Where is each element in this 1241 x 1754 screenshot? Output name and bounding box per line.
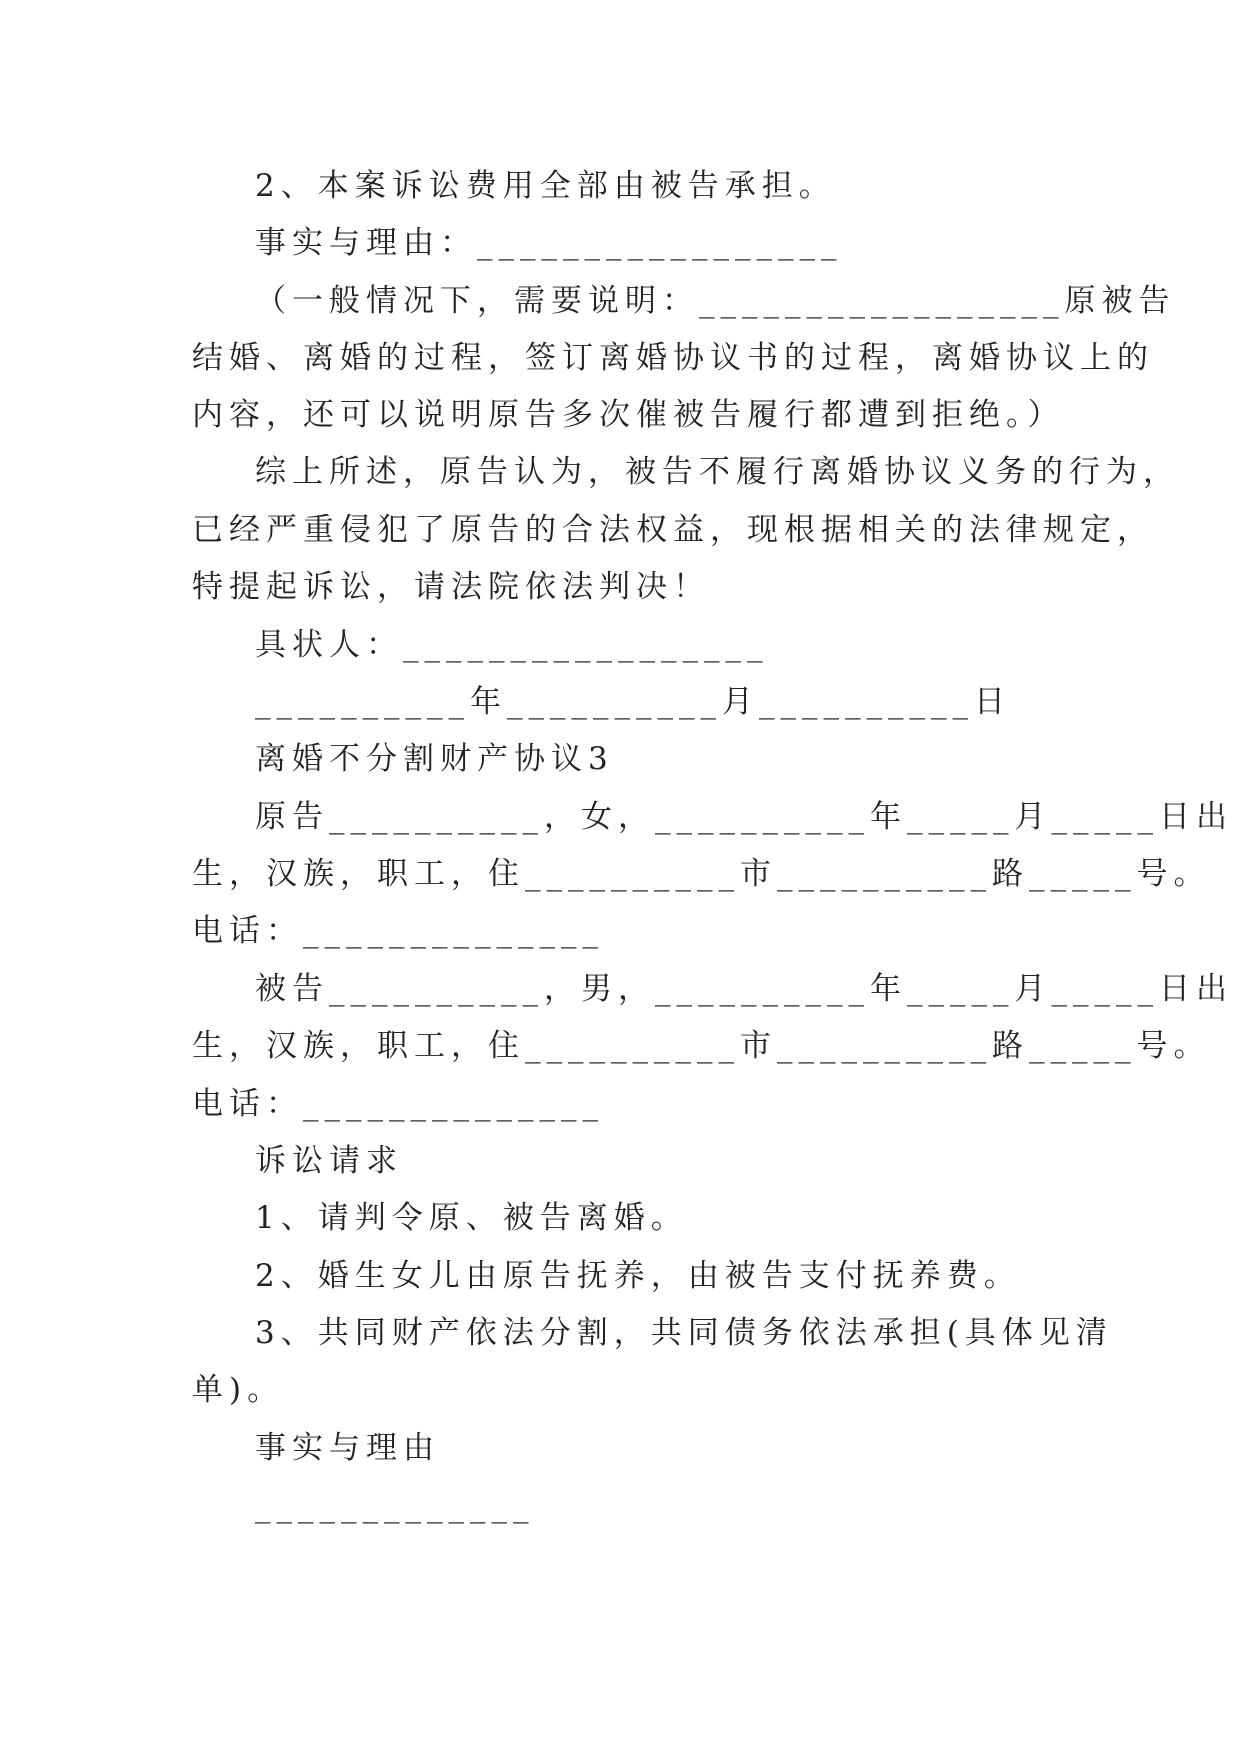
- text-line: __________年__________月__________日: [255, 684, 1011, 720]
- section-heading: 事实与理由: [255, 1430, 440, 1466]
- text-line: 电话：______________: [192, 913, 604, 949]
- text-line: 生，汉族，职工，住__________市__________路_____号。: [192, 1028, 1211, 1064]
- text-line: 被告__________，男，__________年_____月_____日出: [255, 971, 1233, 1007]
- text-line: 原告__________，女，__________年_____月_____日出: [255, 799, 1233, 835]
- text-line: 生，汉族，职工，住__________市__________路_____号。: [192, 856, 1211, 892]
- text-line: 结婚、离婚的过程，签订离婚协议书的过程，离婚协议上的: [192, 340, 1154, 376]
- text-line: 综上所述，原告认为，被告不履行离婚协议义务的行为，: [255, 454, 1180, 490]
- text-line: 2、婚生女儿由原告抚养，由被告支付抚养费。: [255, 1258, 1021, 1294]
- text-line: （一般情况下，需要说明：_________________原被告: [255, 283, 1176, 319]
- text-line: _____________: [255, 1488, 535, 1524]
- text-line: 内容，还可以说明原告多次催被告履行都遭到拒绝。）: [192, 397, 1065, 433]
- section-heading: 诉讼请求: [255, 1143, 403, 1179]
- text-line: 具状人：_________________: [255, 627, 769, 663]
- text-line: 单)。: [192, 1372, 285, 1408]
- text-line: 电话：______________: [192, 1086, 604, 1122]
- text-line: 2、本案诉讼费用全部由被告承担。: [255, 168, 836, 204]
- text-line: 1、请判令原、被告离婚。: [255, 1200, 688, 1236]
- text-line: 3、共同财产依法分割，共同债务依法承担(具体见清: [255, 1315, 1113, 1351]
- section-title: 离婚不分割财产协议3: [255, 741, 614, 777]
- text-line: 特提起诉讼，请法院依法判决！: [192, 569, 710, 605]
- text-line: 事实与理由：_________________: [255, 225, 843, 261]
- text-line: 已经严重侵犯了原告的合法权益，现根据相关的法律规定，: [192, 512, 1154, 548]
